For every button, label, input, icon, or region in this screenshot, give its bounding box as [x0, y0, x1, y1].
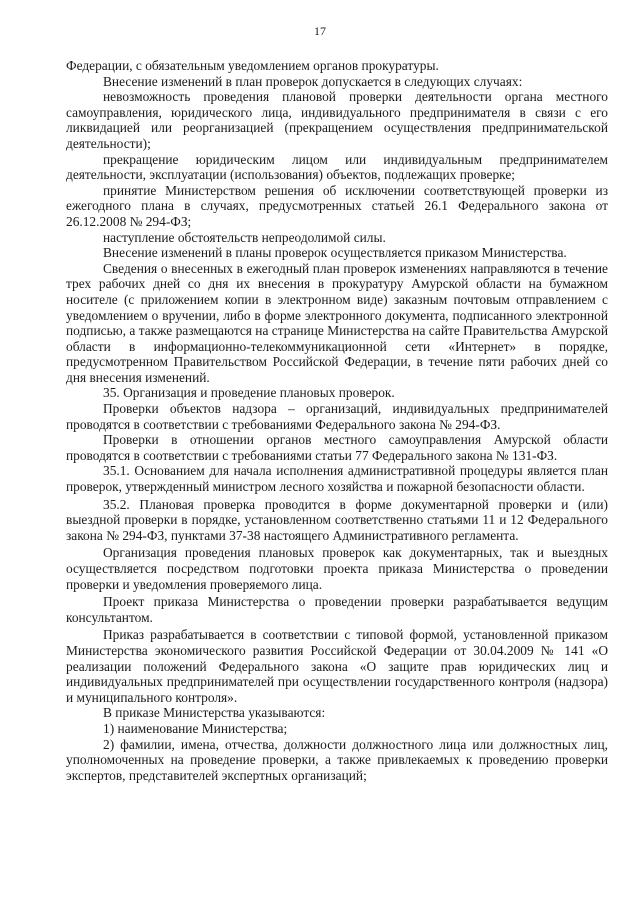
list-item: 1) наименование Министерства;: [103, 720, 288, 736]
paragraph: Сведения о внесенных в ежегодный план проверок изменениях направляются в течение трех рабочих дней со дня их внесения в прокуратуру Амурской области на бумажном носителе (с приложением копии в электронном виде) заказным почтовым отправлением с уведомлением о вручении, либо в форме электронного документа, подписанного электронной подписью, а также размещаются на странице Министерства на сайте Правительства Амурской области в информационно-телекоммуникационной сети «Интернет» в порядке, предусмотренном Правительством Российской Федерации, в течение пяти рабочих дней со дня внесения изменений.: [66, 260, 608, 385]
paragraph: Проверки в отношении органов местного самоуправления Амурской области проводятся в соответствии с требованиями статьи 77 Федерального закона № 131-ФЗ.: [66, 432, 608, 463]
paragraph: Организация проведения плановых проверок как документарных, так и выездных осуществляется посредством подготовки проекта приказа Министерства о проведении проверки и уведомления проверяемого лица.: [66, 545, 608, 592]
paragraph: Внесение изменений в план проверок допускается в следующих случаях:: [103, 73, 523, 89]
paragraph: Приказ разрабатывается в соответствии с типовой формой, установленной приказом Министерства экономического развития Российской Федерации от 30.04.2009 № 141 «О реализации положений Федерального закона «О защите прав юридических лиц и индивидуальных предпринимателей при осуществлении государственного контроля (надзора) и муниципального контроля».: [66, 627, 608, 705]
document-body: [66, 58, 608, 783]
paragraph: невозможность проведения плановой проверки деятельности органа местного самоуправления, юридического лица, индивидуального предпринимателя в связи с его ликвидацией или реорганизацией (прекращением осуществления предпринимательской деятельности);: [66, 89, 608, 151]
list-item: 2) фамилии, имена, отчества, должности должностного лица или должностных лиц, уполномоченных на проведение проверки, а также привлекаемых к проведению проверки экспертов, представителей экспертных организаций;: [66, 736, 608, 783]
paragraph: наступление обстоятельств непреодолимой силы.: [103, 229, 386, 245]
paragraph: 35.1. Основанием для начала исполнения административной процедуры является план проверок, утвержденный министром лесного хозяйства и пожарной безопасности области.: [66, 463, 608, 495]
paragraph: принятие Министерством решения об исключении соответствующей проверки из ежегодного плана в случаях, предусмотренных статьей 26.1 Федерального закона от 26.12.2008 № 294-ФЗ;: [66, 182, 608, 229]
paragraph: 35.2. Плановая проверка проводится в форме документарной проверки и (или) выездной проверки в порядке, установленном соответственно статьями 11 и 12 Федерального закона № 294-ФЗ, пунктами 37-38 настоящего Административного регламента.: [66, 496, 608, 543]
paragraph: прекращение юридическим лицом или индивидуальным предпринимателем деятельности, эксплуатации (использования) объектов, подлежащих проверке;: [66, 151, 608, 183]
paragraph: Внесение изменений в планы проверок осуществляется приказом Министерства.: [103, 245, 567, 261]
paragraph: В приказе Министерства указываются:: [103, 705, 326, 721]
paragraph: Проект приказа Министерства о проведении проверки разрабатывается ведущим консультантом.: [66, 594, 608, 625]
page-number: 17: [314, 24, 326, 38]
section-heading: 35. Организация и проведение плановых проверок.: [103, 385, 395, 401]
paragraph: Федерации, с обязательным уведомлением органов прокуратуры.: [66, 58, 439, 73]
paragraph: Проверки объектов надзора – организаций, индивидуальных предпринимателей проводятся в соответствии с требованиями Федерального закона № 294-ФЗ.: [66, 401, 608, 432]
